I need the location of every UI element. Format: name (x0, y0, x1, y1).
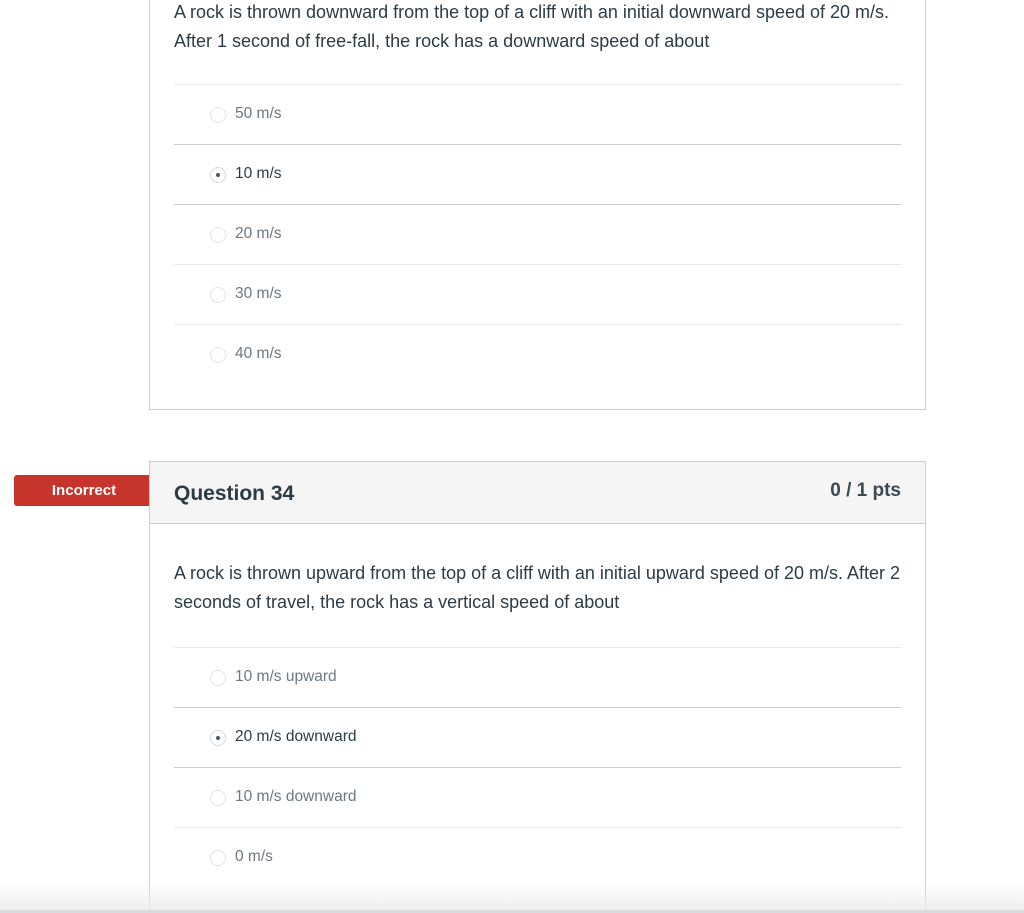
question-points: 0 / 1 pts (830, 480, 901, 501)
answer-label: 30 m/s (235, 285, 282, 302)
radio-unchecked-icon[interactable] (210, 347, 226, 363)
answer-option-selected[interactable] (174, 707, 901, 767)
question-card-34 (149, 461, 926, 913)
radio-checked-icon[interactable] (210, 730, 226, 746)
answer-option[interactable] (174, 827, 901, 887)
question-header (150, 462, 925, 524)
question-text: A rock is thrown upward from the top of a cliff with an initial upward speed of 20 m/s. After 2 seconds of travel, the rock has a vertical speed of about (174, 563, 901, 612)
answer-option[interactable] (174, 204, 901, 264)
bottom-fade (0, 880, 1024, 913)
question-card-previous (149, 0, 926, 410)
radio-unchecked-icon[interactable] (210, 790, 226, 806)
answer-option-selected[interactable] (174, 144, 901, 204)
question-title: Question 34 (174, 482, 295, 505)
incorrect-flag (14, 475, 154, 506)
radio-unchecked-icon[interactable] (210, 287, 226, 303)
answer-label: 10 m/s downward (235, 788, 357, 805)
answer-label: 40 m/s (235, 345, 282, 362)
answer-list (174, 84, 901, 384)
question-text: A rock is thrown downward from the top of a cliff with an initial downward speed of 20 m/s. After 1 second of free-fall, the rock has a downward speed of about (174, 2, 890, 51)
answer-list (174, 647, 901, 887)
answer-label: 10 m/s (235, 165, 282, 182)
answer-label: 10 m/s upward (235, 668, 337, 685)
radio-unchecked-icon[interactable] (210, 670, 226, 686)
radio-unchecked-icon[interactable] (210, 850, 226, 866)
answer-label: 50 m/s (235, 105, 282, 122)
answer-option[interactable] (174, 84, 901, 144)
radio-unchecked-icon[interactable] (210, 227, 226, 243)
answer-label: 20 m/s downward (235, 728, 357, 745)
radio-unchecked-icon[interactable] (210, 107, 226, 123)
incorrect-flag-label: Incorrect (51, 482, 117, 499)
answer-label: 20 m/s (235, 225, 282, 242)
answer-option[interactable] (174, 647, 901, 707)
answer-option[interactable] (174, 264, 901, 324)
answer-option[interactable] (174, 767, 901, 827)
radio-checked-icon[interactable] (210, 167, 226, 183)
answer-option[interactable] (174, 324, 901, 384)
answer-label: 0 m/s (235, 848, 273, 865)
